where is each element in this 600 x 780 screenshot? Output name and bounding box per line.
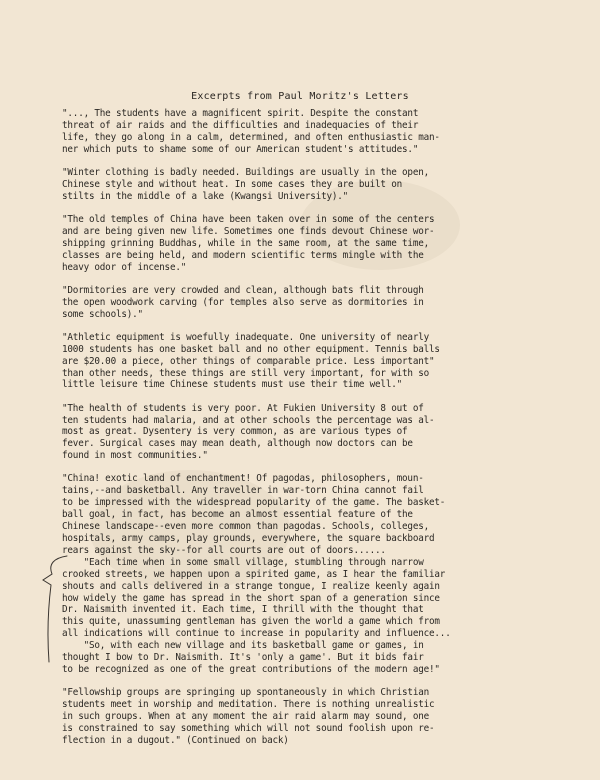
- text-line: crooked streets, we happen upon a spirited game, as I hear the familiar: [62, 568, 446, 580]
- text-line: to be recognized as one of the great contributions of the modern age!": [62, 663, 440, 675]
- text-line: students meet in worship and meditation. There is nothing unrealistic: [62, 699, 435, 711]
- text-line: ball goal, in fact, has become an almost essential feature of the: [62, 509, 413, 521]
- letter-paragraph: [62, 332, 562, 392]
- page-title: Excerpts from Paul Moritz's Letters: [191, 91, 409, 102]
- text-line: "China! exotic land of enchantment! Of pagodas, philosophers, moun-: [62, 473, 424, 485]
- letter-paragraph: [62, 473, 562, 675]
- text-line: this quite, unassuming gentleman has given the world a game which from: [62, 616, 440, 628]
- text-line: most as great. Dysentery is very common, as are various types of: [62, 426, 408, 438]
- text-line: "Athletic equipment is woefully inadequate. One university of nearly: [62, 331, 430, 343]
- letter-paragraph: [62, 285, 562, 321]
- text-line: "Fellowship groups are springing up spontaneously in which Christian: [62, 687, 430, 699]
- text-line: Chinese landscape--even more common than pagodas. Schools, colleges,: [62, 521, 430, 533]
- text-line: 1000 students has one basket ball and no other equipment. Tennis balls: [62, 343, 440, 355]
- text-line: little leisure time Chinese students must use their time well.": [62, 379, 403, 391]
- text-line: "The old temples of China have been taken over in some of the centers: [62, 213, 435, 225]
- text-line: hospitals, army camps, play grounds, everywhere, the square backboard: [62, 532, 435, 544]
- text-line: some schools).": [62, 308, 143, 320]
- text-line: in such groups. When at any moment the air raid alarm may sound, one: [62, 710, 430, 722]
- text-line: heavy odor of incense.": [62, 261, 187, 273]
- letter-paragraph: [62, 687, 562, 747]
- text-line: and are being given new life. Sometimes one finds devout Chinese wor-: [62, 225, 435, 237]
- text-line: "Each time when in some small village, stumbling through narrow: [62, 556, 424, 568]
- text-line: Dr. Naismith invented it. Each time, I thrill with the thought that: [62, 604, 424, 616]
- text-line: flection in a dugout." (Continued on back): [62, 734, 289, 746]
- letter-paragraph: [62, 108, 562, 156]
- text-line: found in most communities.": [62, 450, 208, 462]
- letter-paragraph: [62, 403, 562, 463]
- text-line: the open woodwork carving (for temples also serve as dormitories in: [62, 296, 424, 308]
- text-line: "Dormitories are very crowded and clean, although bats flit through: [62, 284, 424, 296]
- text-line: ten students had malaria, and at other schools the percentage was al-: [62, 414, 435, 426]
- text-line: tains,--and basketball. Any traveller in war-torn China cannot fail: [62, 485, 424, 497]
- letter-paragraph: [62, 167, 562, 203]
- text-line: "..., The students have a magnificent spirit. Despite the constant: [62, 108, 419, 119]
- text-line: classes are being held, and modern scientific terms mingle with the: [62, 249, 424, 261]
- text-line: shouts and calls delivered in a strange tongue, I realize keenly again: [62, 580, 440, 592]
- text-line: rears against the sky--for all courts are out of doors......: [62, 544, 386, 556]
- letter-paragraph: [62, 214, 562, 274]
- text-line: all indications will continue to increase in popularity and influence...: [62, 628, 451, 640]
- text-line: life, they go along in a calm, determined, and often enthusiastic man-: [62, 131, 440, 143]
- text-line: threat of air raids and the difficulties and inadequacies of their: [62, 119, 419, 131]
- text-line: "So, with each new village and its basketball game or games, in: [62, 640, 424, 652]
- letter-body: [62, 108, 562, 758]
- text-line: Chinese style and without heat. In some cases they are built on: [62, 178, 403, 190]
- text-line: "Winter clothing is badly needed. Buildings are usually in the open,: [62, 166, 430, 178]
- text-line: how widely the game has spread in the short span of a generation since: [62, 592, 440, 604]
- text-line: are $20.00 a piece, other things of comparable price. Less important": [62, 355, 435, 367]
- text-line: shipping grinning Buddhas, while in the same room, at the same time,: [62, 237, 430, 249]
- text-line: thought I bow to Dr. Naismith. It's 'only a game'. But it bids fair: [62, 652, 424, 664]
- text-line: is constrained to say something which will not sound foolish upon re-: [62, 722, 435, 734]
- pencil-bracket-mark: [40, 554, 70, 664]
- text-line: than other needs, these things are still very important, for with so: [62, 367, 430, 379]
- text-line: ner which puts to shame some of our American student's attitudes.": [62, 143, 419, 155]
- text-line: fever. Surgical cases may mean death, although now doctors can be: [62, 438, 413, 450]
- text-line: to be impressed with the widespread popularity of the game. The basket-: [62, 497, 446, 509]
- text-line: "The health of students is very poor. At Fukien University 8 out of: [62, 402, 424, 414]
- text-line: stilts in the middle of a lake (Kwangsi University).": [62, 190, 349, 202]
